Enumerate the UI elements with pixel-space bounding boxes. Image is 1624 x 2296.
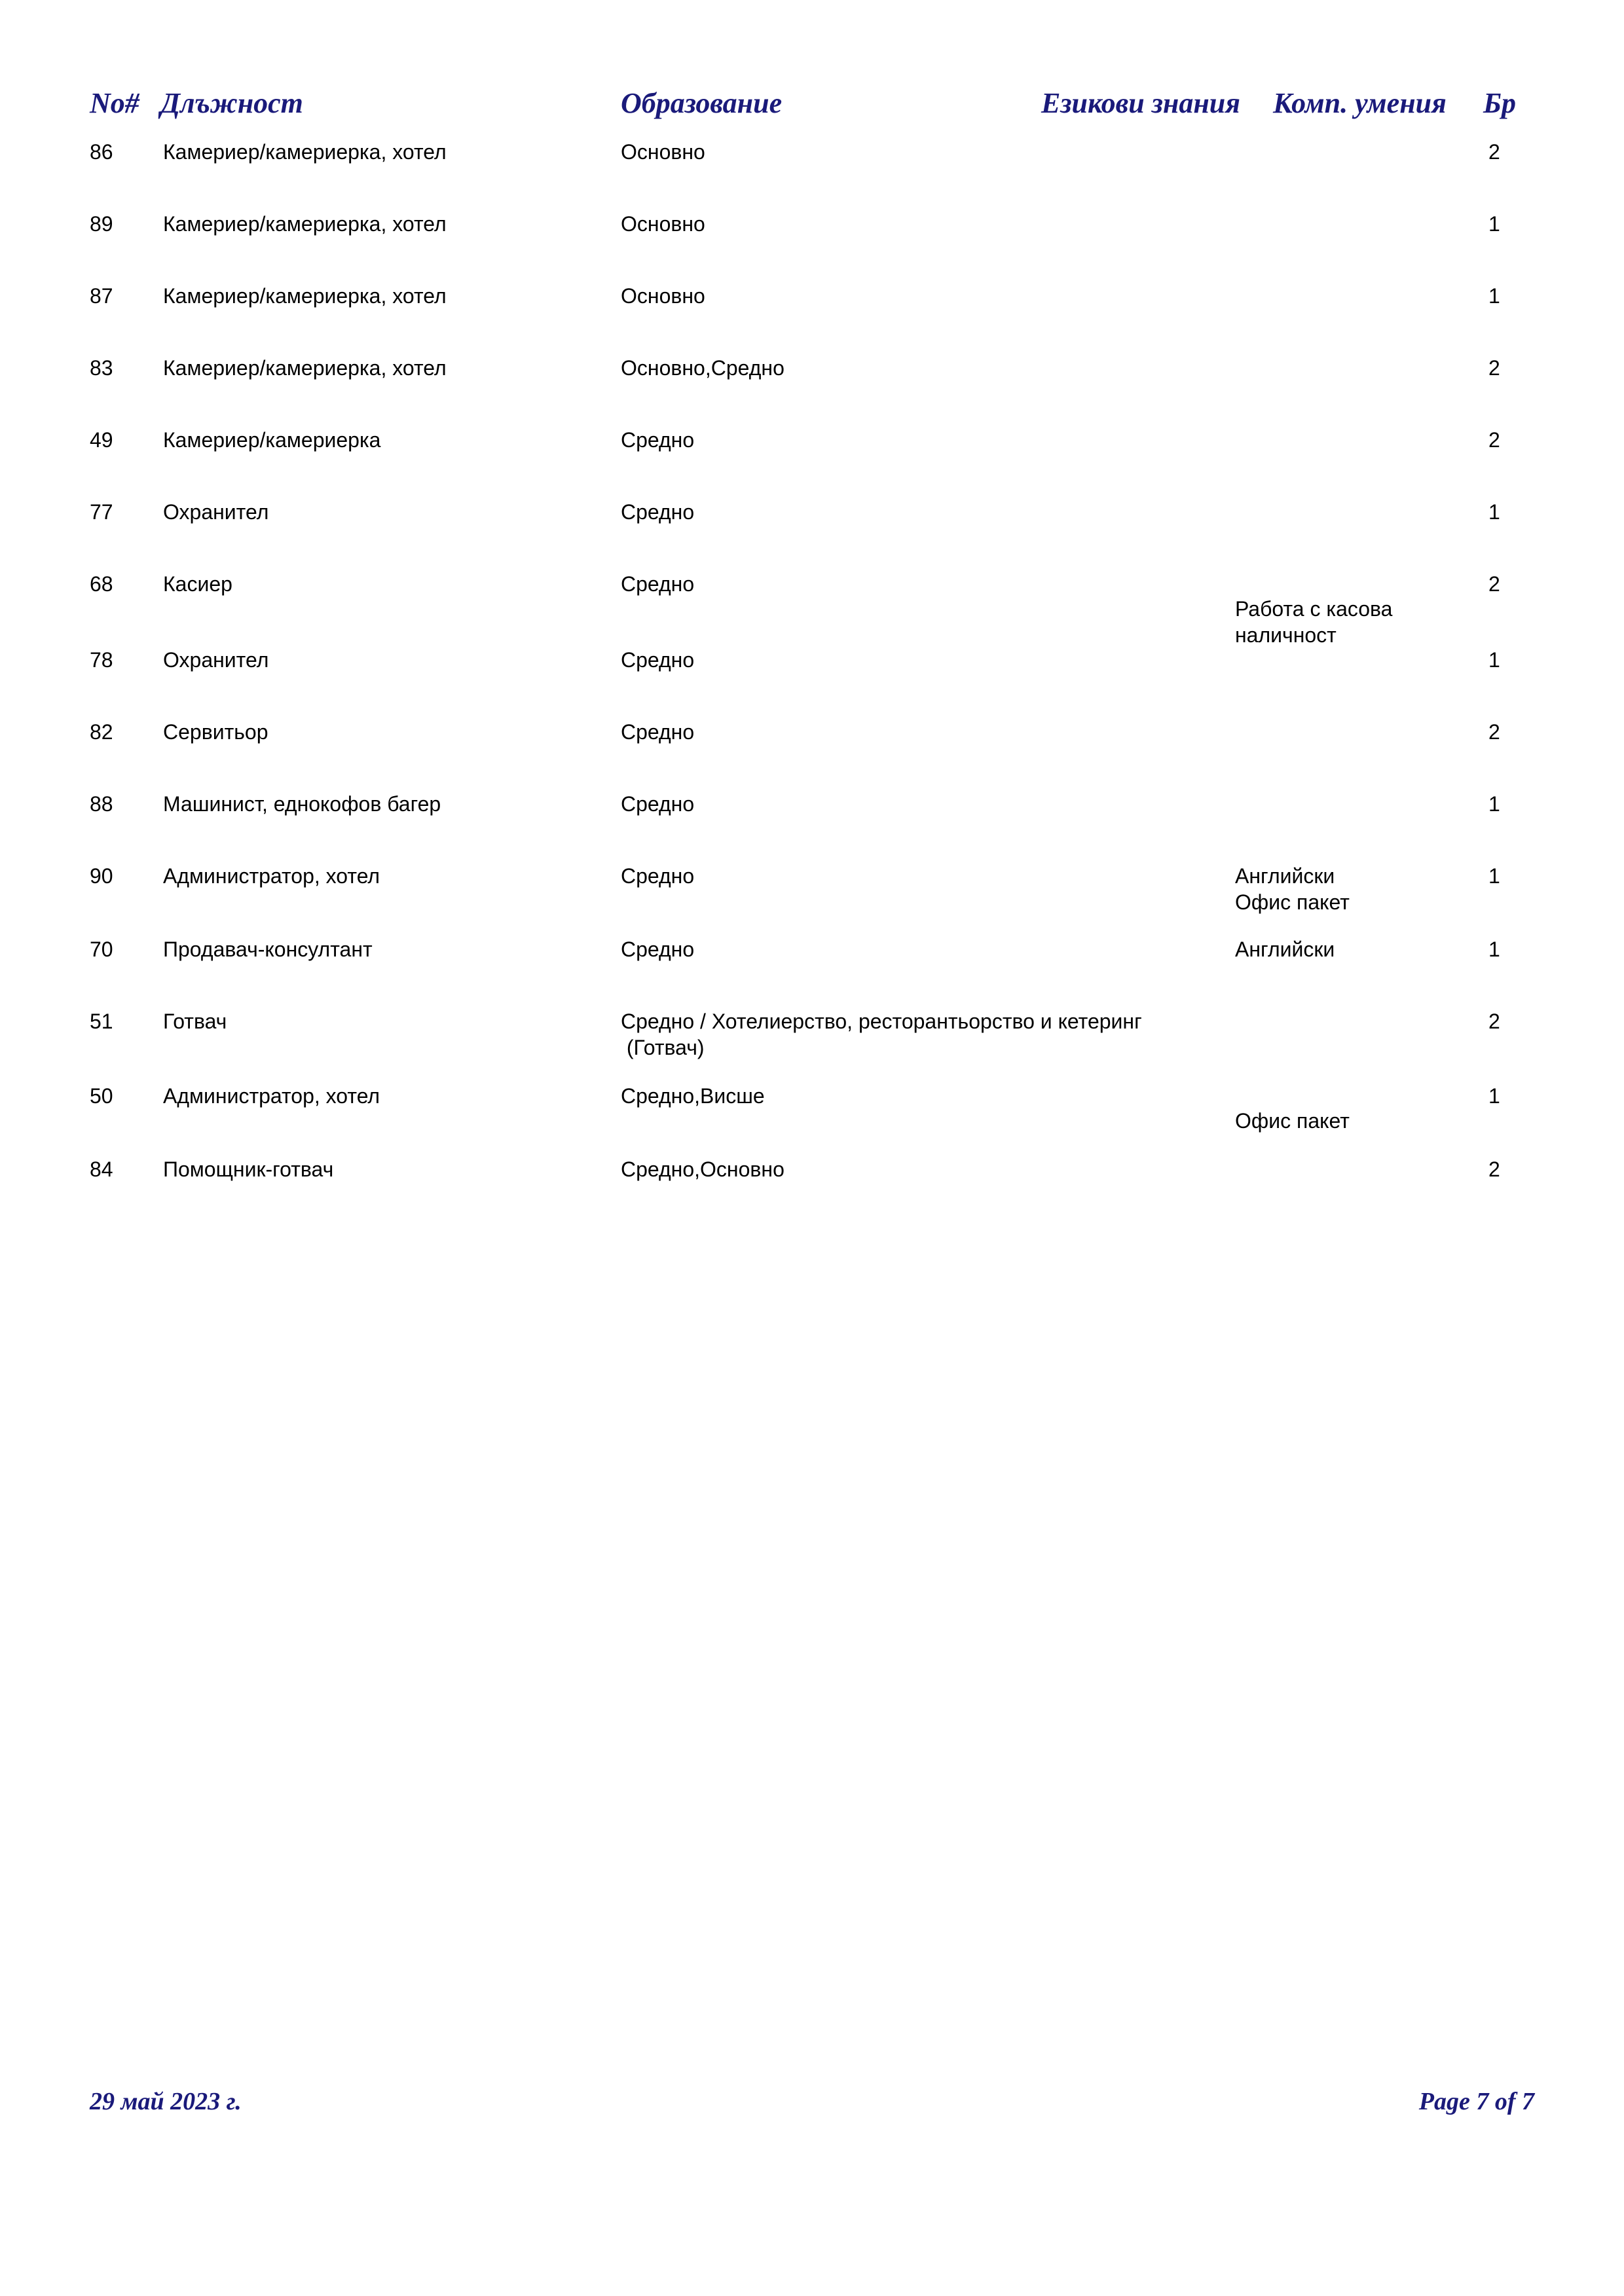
row-skills: Английски <box>1235 938 1335 961</box>
row-education: Средно <box>621 428 695 452</box>
header-languages: Езикови знания <box>1041 87 1240 119</box>
row-skills <box>1235 863 1350 915</box>
row-education: Средно <box>621 938 695 961</box>
row-position: Камериер/камериерка, хотел <box>163 140 447 164</box>
header-position: Длъжност <box>160 87 303 119</box>
footer-date: 29 май 2023 г. <box>90 2088 242 2115</box>
header-education: Образование <box>621 87 783 119</box>
row-skills-line1: Английски <box>1235 864 1335 888</box>
row-position: Готвач <box>163 1010 227 1033</box>
row-no: 78 <box>90 648 113 672</box>
header-no: No# <box>90 87 139 119</box>
row-no: 83 <box>90 356 113 380</box>
row-position: Администратор, хотел <box>163 864 380 888</box>
row-education: Основно <box>621 284 705 308</box>
row-skills-line1: Работа с касова <box>1235 597 1393 621</box>
row-education: Средно,Основно <box>621 1157 784 1181</box>
header-computer-skills: Комп. умения <box>1273 87 1447 119</box>
row-no: 84 <box>90 1157 113 1181</box>
row-skills-line2: Офис пакет <box>1235 890 1350 914</box>
row-count: 2 <box>1488 356 1500 380</box>
row-no: 49 <box>90 428 113 452</box>
row-count: 1 <box>1488 284 1500 308</box>
row-count: 1 <box>1488 1084 1500 1108</box>
row-count: 2 <box>1488 1157 1500 1181</box>
row-position: Касиер <box>163 572 232 596</box>
row-education-line2: (Готвач) <box>621 1036 705 1059</box>
row-no: 86 <box>90 140 113 164</box>
row-position: Охранител <box>163 500 269 524</box>
row-count: 2 <box>1488 1010 1500 1033</box>
row-no: 50 <box>90 1084 113 1108</box>
row-position: Машинист, еднокофов багер <box>163 792 441 816</box>
row-no: 88 <box>90 792 113 816</box>
row-education: Средно <box>621 792 695 816</box>
row-count: 2 <box>1488 140 1500 164</box>
row-position: Камериер/камериерка, хотел <box>163 284 447 308</box>
row-skills <box>1235 596 1392 648</box>
row-position: Камериер/камериерка <box>163 428 381 452</box>
header-count: Бр <box>1483 87 1516 119</box>
row-no: 70 <box>90 938 113 961</box>
row-count: 2 <box>1488 428 1500 452</box>
row-position: Помощник-готвач <box>163 1157 334 1181</box>
row-count: 1 <box>1488 938 1500 961</box>
row-skills: Офис пакет <box>1235 1109 1350 1133</box>
row-count: 1 <box>1488 864 1500 888</box>
row-position: Камериер/камериерка, хотел <box>163 356 447 380</box>
row-education: Средно <box>621 500 695 524</box>
row-position: Сервитьор <box>163 720 268 744</box>
row-education: Средно <box>621 720 695 744</box>
row-education: Основно <box>621 212 705 236</box>
row-no: 82 <box>90 720 113 744</box>
footer-page-number: Page 7 of 7 <box>1418 2088 1534 2115</box>
row-no: 89 <box>90 212 113 236</box>
row-position: Администратор, хотел <box>163 1084 380 1108</box>
row-position: Охранител <box>163 648 269 672</box>
row-no: 87 <box>90 284 113 308</box>
row-education-line1: Средно / Хотелиерство, ресторантьорство и кетеринг <box>621 1010 1142 1033</box>
row-count: 1 <box>1488 792 1500 816</box>
row-count: 1 <box>1488 212 1500 236</box>
row-education: Средно <box>621 648 695 672</box>
row-count: 1 <box>1488 648 1500 672</box>
row-no: 68 <box>90 572 113 596</box>
row-no: 51 <box>90 1010 113 1033</box>
row-count: 1 <box>1488 500 1500 524</box>
row-education: Средно <box>621 864 695 888</box>
row-position: Продавач-консултант <box>163 938 373 961</box>
row-no: 90 <box>90 864 113 888</box>
row-skills-line2: наличност <box>1235 623 1337 647</box>
row-position: Камериер/камериерка, хотел <box>163 212 447 236</box>
row-education <box>621 1008 1142 1061</box>
row-no: 77 <box>90 500 113 524</box>
row-education: Основно <box>621 140 705 164</box>
row-education: Средно <box>621 572 695 596</box>
row-education: Основно,Средно <box>621 356 784 380</box>
row-count: 2 <box>1488 720 1500 744</box>
row-count: 2 <box>1488 572 1500 596</box>
row-education: Средно,Висше <box>621 1084 765 1108</box>
